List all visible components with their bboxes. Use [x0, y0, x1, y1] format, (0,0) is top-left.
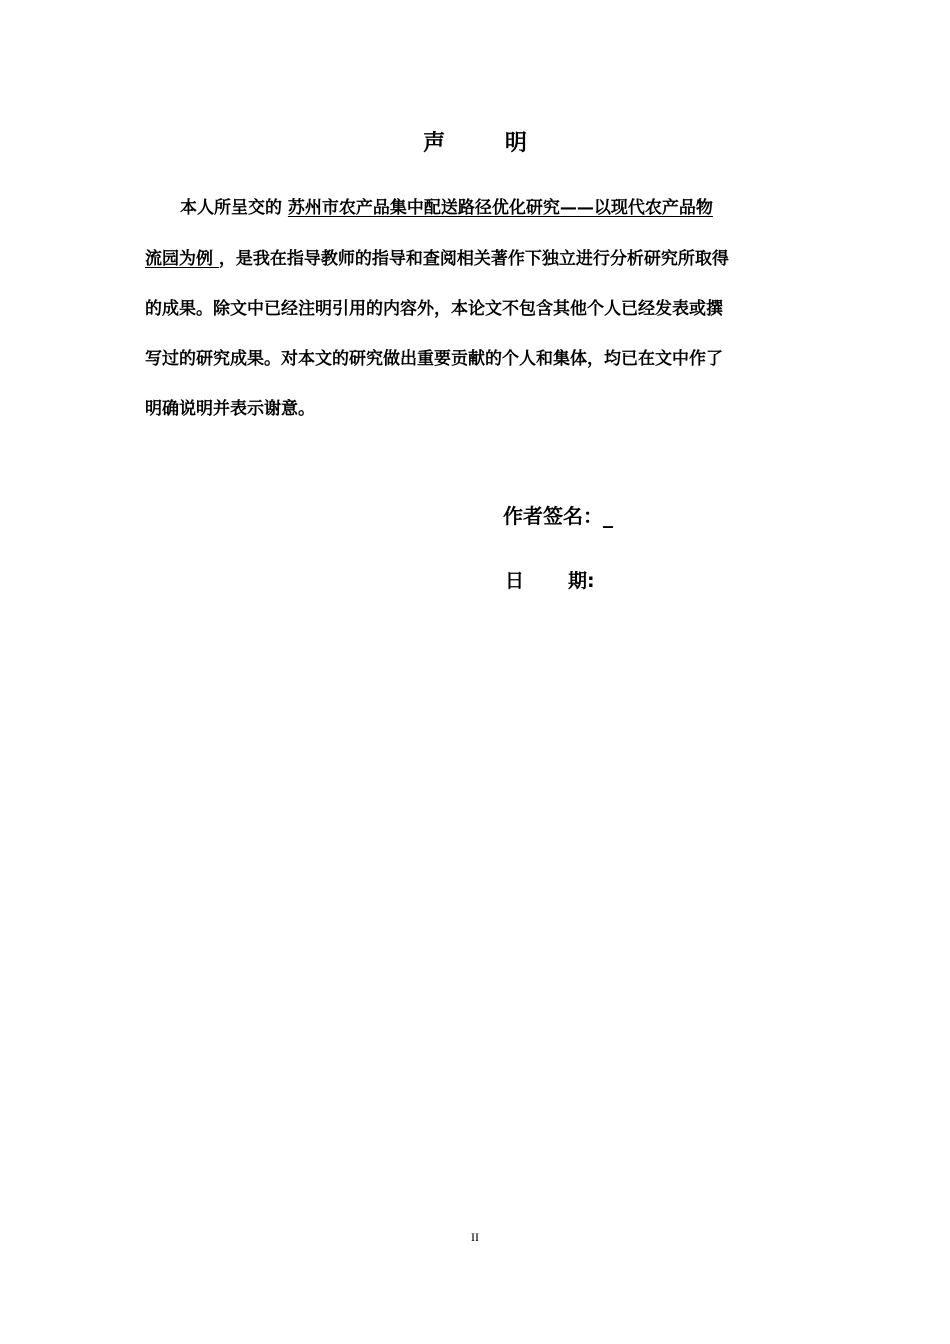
paragraph-line-3: 的成果。除文中已经注明引用的内容外，本论文不包含其他个人已经发表或撰	[145, 299, 723, 319]
author-signature-label: 作者签名：_	[503, 504, 613, 528]
paragraph-line-1	[180, 193, 713, 218]
line2-suffix: ，是我在指导教师的指导和查阅相关著作下独立进行分析研究所取得	[218, 249, 729, 269]
paragraph-line-4: 写过的研究成果。对本文的研究做出重要贡献的个人和集体，均已在文中作了	[145, 349, 723, 369]
date-label-part-1: 日	[505, 570, 525, 592]
date-label-part-2: 期:	[568, 570, 595, 592]
paragraph-line-5: 明确说明并表示谢意。	[145, 399, 315, 419]
paragraph-line-2	[145, 244, 729, 269]
thesis-title-part-1: 苏州市农产品集中配送路径优化研究——以现代农产品物	[287, 198, 713, 218]
page-number: II	[471, 1230, 479, 1244]
thesis-title-part-2: 流园为例	[145, 249, 219, 269]
page-title: 声 明	[423, 131, 553, 156]
line1-prefix: 本人所呈交的	[180, 198, 288, 218]
date-label	[505, 566, 595, 593]
